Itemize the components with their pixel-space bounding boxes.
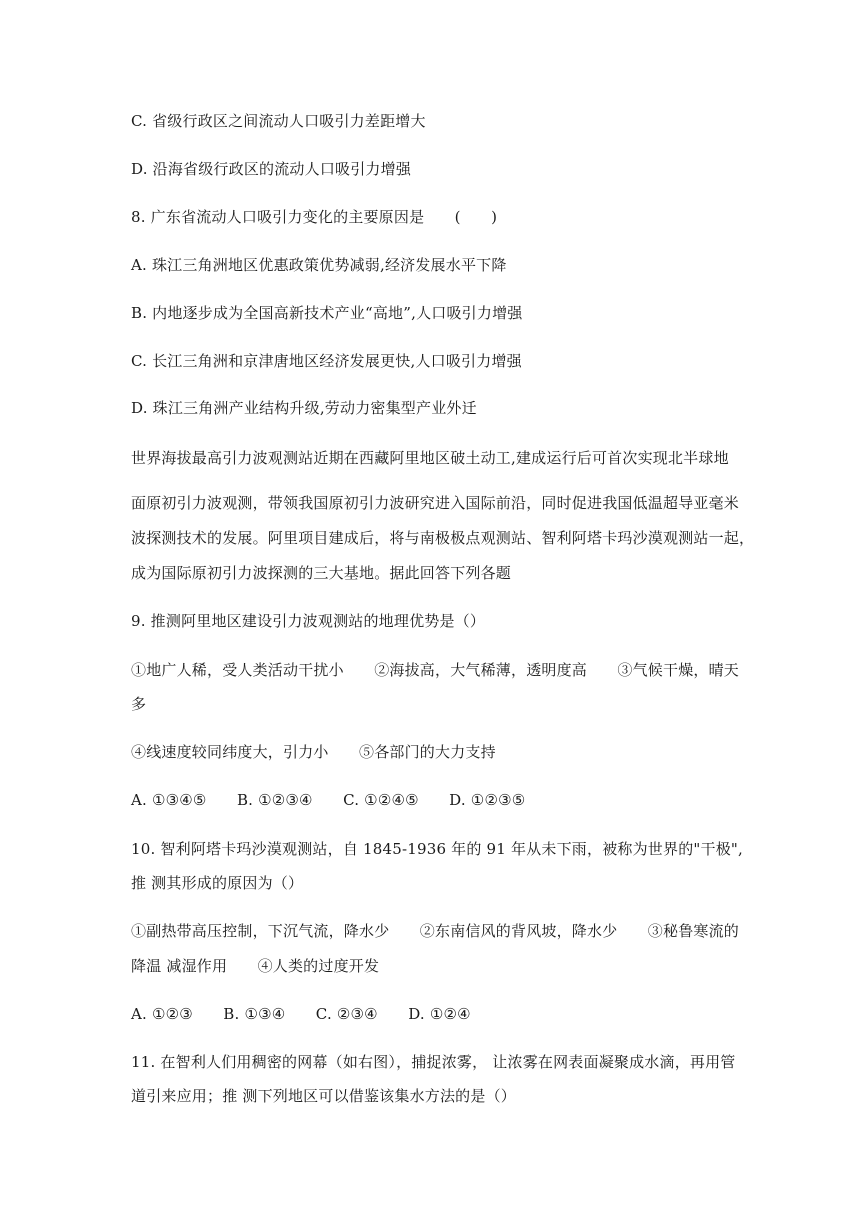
passage-line-3: 波探测技术的发展。阿里项目建成后，将与南极极点观测站、智利阿塔卡玛沙漠观测站一起，	[131, 529, 755, 547]
option-b-q8: B. 内地逐步成为全国高新技术产业“高地”,人口吸引力增强	[131, 304, 523, 322]
q10-options: A. ①②③ B. ①③④ C. ②③④ D. ①②④	[131, 1005, 471, 1023]
option-c-q8: C. 长江三角洲和京津唐地区经济发展更快,人口吸引力增强	[131, 352, 522, 370]
question-11-line-2: 道引来应用；推 测下列地区可以借鉴该集水方法的是（）	[131, 1087, 516, 1105]
option-a-q8: A. 珠江三角洲地区优惠政策优势减弱,经济发展水平下降	[131, 256, 507, 274]
q9-options: A. ①③④⑤ B. ①②③④ C. ①②④⑤ D. ①②③⑤	[131, 791, 526, 809]
question-9: 9. 推测阿里地区建设引力波观测站的地理优势是（）	[131, 612, 486, 630]
question-10-line-1: 10. 智利阿塔卡玛沙漠观测站，自 1845-1936 年的 91 年从未下雨，被称为世界的"干极",	[131, 840, 743, 858]
option-d-q7: D. 沿海省级行政区的流动人口吸引力增强	[131, 160, 412, 178]
passage-line-4: 成为国际原初引力波探测的三大基地。据此回答下列各题	[131, 564, 512, 582]
option-c-q7: C. 省级行政区之间流动人口吸引力差距增大	[131, 112, 426, 130]
q10-statements-line-1: ①副热带高压控制，下沉气流，降水少 ②东南信风的背风坡，降水少 ③秘鲁寒流的	[131, 922, 740, 940]
question-10-line-2: 推 测其形成的原因为（）	[131, 874, 304, 892]
passage-line-1: 世界海拔最高引力波观测站近期在西藏阿里地区破土动工,建成运行后可首次实现北半球地	[131, 449, 729, 467]
option-d-q8: D. 珠江三角洲产业结构升级,劳动力密集型产业外迁	[131, 399, 477, 417]
q9-statements-line-3: ④线速度较同纬度大，引力小 ⑤各部门的大力支持	[131, 743, 496, 761]
q9-statements-line-1: ①地广人稀，受人类活动干扰小 ②海拔高，大气稀薄，透明度高 ③气候干燥，晴天	[131, 661, 740, 679]
passage-line-2: 面原初引力波观测，带领我国原初引力波研究进入国际前沿，同时促进我国低温超导亚毫米	[131, 494, 740, 512]
q10-statements-line-2: 降温 减湿作用 ④人类的过度开发	[131, 957, 380, 975]
question-8: 8. 广东省流动人口吸引力变化的主要原因是 ( )	[131, 208, 498, 226]
question-11-line-1: 11. 在智利人们用稠密的网幕（如右图），捕捉浓雾， 让浓雾在网表面凝聚成水滴，再用管	[131, 1053, 736, 1071]
q9-statements-line-2: 多	[131, 695, 147, 713]
